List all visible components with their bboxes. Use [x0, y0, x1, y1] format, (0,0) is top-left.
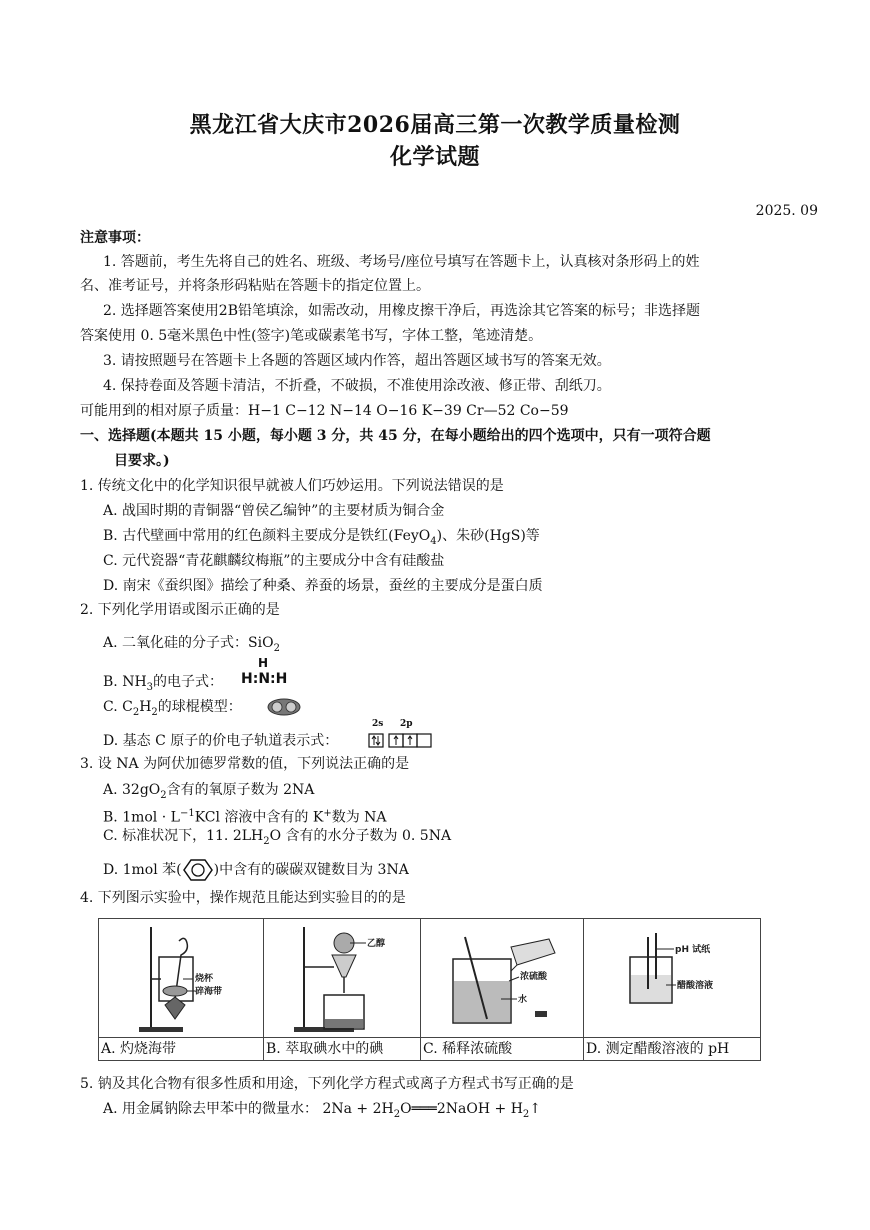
notice-item-4: 4. 保持卷面及答题卡清洁，不折叠，不破损，不准使用涂改液、修正带、刮纸刀。 — [103, 378, 611, 394]
label-conc-acid: 浓硫酸 — [520, 972, 548, 982]
exam-date: 2025. 09 — [755, 203, 818, 219]
ball-stick-model-icon — [266, 697, 302, 717]
exam-subtitle: 化学试题 — [389, 144, 480, 170]
q3-option-d: D. 1mol 苯( )中含有的碳碳双键数目为 3NA — [103, 857, 409, 883]
q2-option-b: B. $NH_3$的电子式： — [103, 674, 224, 693]
q5-option-a: A. 用金属钠除去甲苯中的微量水： $2Na + 2H_2O═══2NaOH$ + $H_2↑$ — [103, 1101, 542, 1120]
q1-option-b: B. 古代壁画中常用的红色颜料主要成分是铁红(FeyO$_4$)、朱砂(HgS)等 — [103, 528, 540, 547]
label-kelp: 碎海带 — [195, 987, 223, 997]
caption-b: B. 萃取碘水中的碘 — [264, 1037, 420, 1060]
label-water: 水 — [518, 995, 528, 1005]
notice-item-2: 2. 选择题答案使用2B铅笔填涂，如需改动，用橡皮擦干净后，再选涂其它答案的标号；非选择题 — [103, 303, 701, 319]
exam-title: 黑龙江省大庆市2026届高三第一次教学质量检测 — [189, 112, 681, 138]
benzene-ring-icon — [182, 857, 214, 883]
q5-stem: 5. 钠及其化合物有很多性质和用途，下列化学方程式或离子方程式书写正确的是 — [80, 1076, 574, 1092]
orbital-label-2s: 2s — [372, 719, 384, 729]
q4-stem: 4. 下列图示实验中，操作规范且能达到实验目的的是 — [80, 890, 406, 906]
orbital-diagram-icon — [368, 733, 434, 749]
label-ph-paper: pH 试纸 — [675, 945, 711, 955]
caption-a: A. 灼烧海带 — [99, 1037, 263, 1060]
experiment-cell-b — [264, 919, 421, 1061]
q1-option-d: D. 南宋《蚕织图》描绘了种桑、养蚕的场景，蚕丝的主要成分是蛋白质 — [103, 578, 543, 594]
q1-stem: 1. 传统文化中的化学知识很早就被人们巧妙运用。下列说法错误的是 — [80, 478, 504, 494]
nh3-electron-formula-top: H — [258, 656, 269, 670]
q3-option-b: B. $1mol \cdot L^{-1}KCl$ 溶液中含有的 K+数为 NA — [103, 808, 387, 826]
measure-ph-icon — [584, 919, 760, 1037]
q1-option-a: A. 战国时期的青铜器“曾侯乙编钟”的主要材质为铜合金 — [103, 503, 445, 519]
dilute-sulfuric-acid-icon — [421, 919, 583, 1037]
notice-item-1-cont: 名、准考证号，并将条形码粘贴在答题卡的指定位置上。 — [80, 278, 430, 294]
q3-option-c: C. 标准状况下，11. $2LH_2O$ 含有的水分子数为 0. 5NA — [103, 828, 452, 847]
atomic-masses: 可能用到的相对原子质量：H−1 C−12 N−14 O−16 K−39 Cr—52 Co−59 — [80, 403, 569, 419]
label-beaker: 烧杯 — [195, 974, 214, 984]
notice-item-3: 3. 请按照题号在答题卡上各题的答题区域内作答，超出答题区域书写的答案无效。 — [103, 353, 611, 369]
burning-kelp-apparatus-icon — [99, 919, 263, 1037]
q2-option-d: D. 基态 C 原子的价电子轨道表示式： — [103, 733, 339, 749]
label-acetic-acid: 醋酸溶液 — [677, 981, 714, 991]
q3-stem: 3. 设 NA 为阿伏加德罗常数的值，下列说法正确的是 — [80, 756, 410, 772]
experiment-cell-c — [421, 919, 584, 1061]
caption-d: D. 测定醋酸溶液的 pH — [584, 1037, 760, 1060]
q3-option-a: A. $32gO_2$含有的氧原子数为 2NA — [103, 782, 315, 801]
caption-c: C. 稀释浓硫酸 — [421, 1037, 583, 1060]
notice-item-2-cont: 答案使用 0. 5毫米黑色中性(签字)笔或碳素笔书写，字体工整，笔迹清楚。 — [80, 328, 543, 344]
experiment-cell-d — [584, 919, 761, 1061]
experiment-cell-a — [99, 919, 264, 1061]
orbital-label-2p: 2p — [400, 719, 413, 729]
notice-item-1: 1. 答题前，考生先将自己的姓名、班级、考场号/座位号填写在答题卡上，认真核对条形码上的姓 — [103, 254, 700, 270]
q2-option-a: A. 二氧化硅的分子式：SiO$_2$ — [103, 635, 280, 654]
q1-option-c: C. 元代瓷器“青花麒麟纹梅瓶”的主要成分中含有硅酸盐 — [103, 553, 445, 569]
q2-option-c: C. $C_2H_2$的球棍模型： — [103, 699, 242, 718]
notice-heading: 注意事项： — [80, 230, 150, 246]
section-heading-cont: 目要求。) — [114, 453, 170, 469]
nh3-electron-formula: H:N:H — [241, 671, 288, 687]
experiment-table — [98, 918, 761, 1061]
q2-stem: 2. 下列化学用语或图示正确的是 — [80, 602, 280, 618]
section-heading: 一、选择题(本题共 15 小题，每小题 3 分，共 45 分，在每小题给出的四个选项中，只有一项符合题 — [80, 428, 711, 444]
label-ethanol: 乙醇 — [367, 939, 386, 949]
separatory-funnel-icon — [264, 919, 420, 1037]
